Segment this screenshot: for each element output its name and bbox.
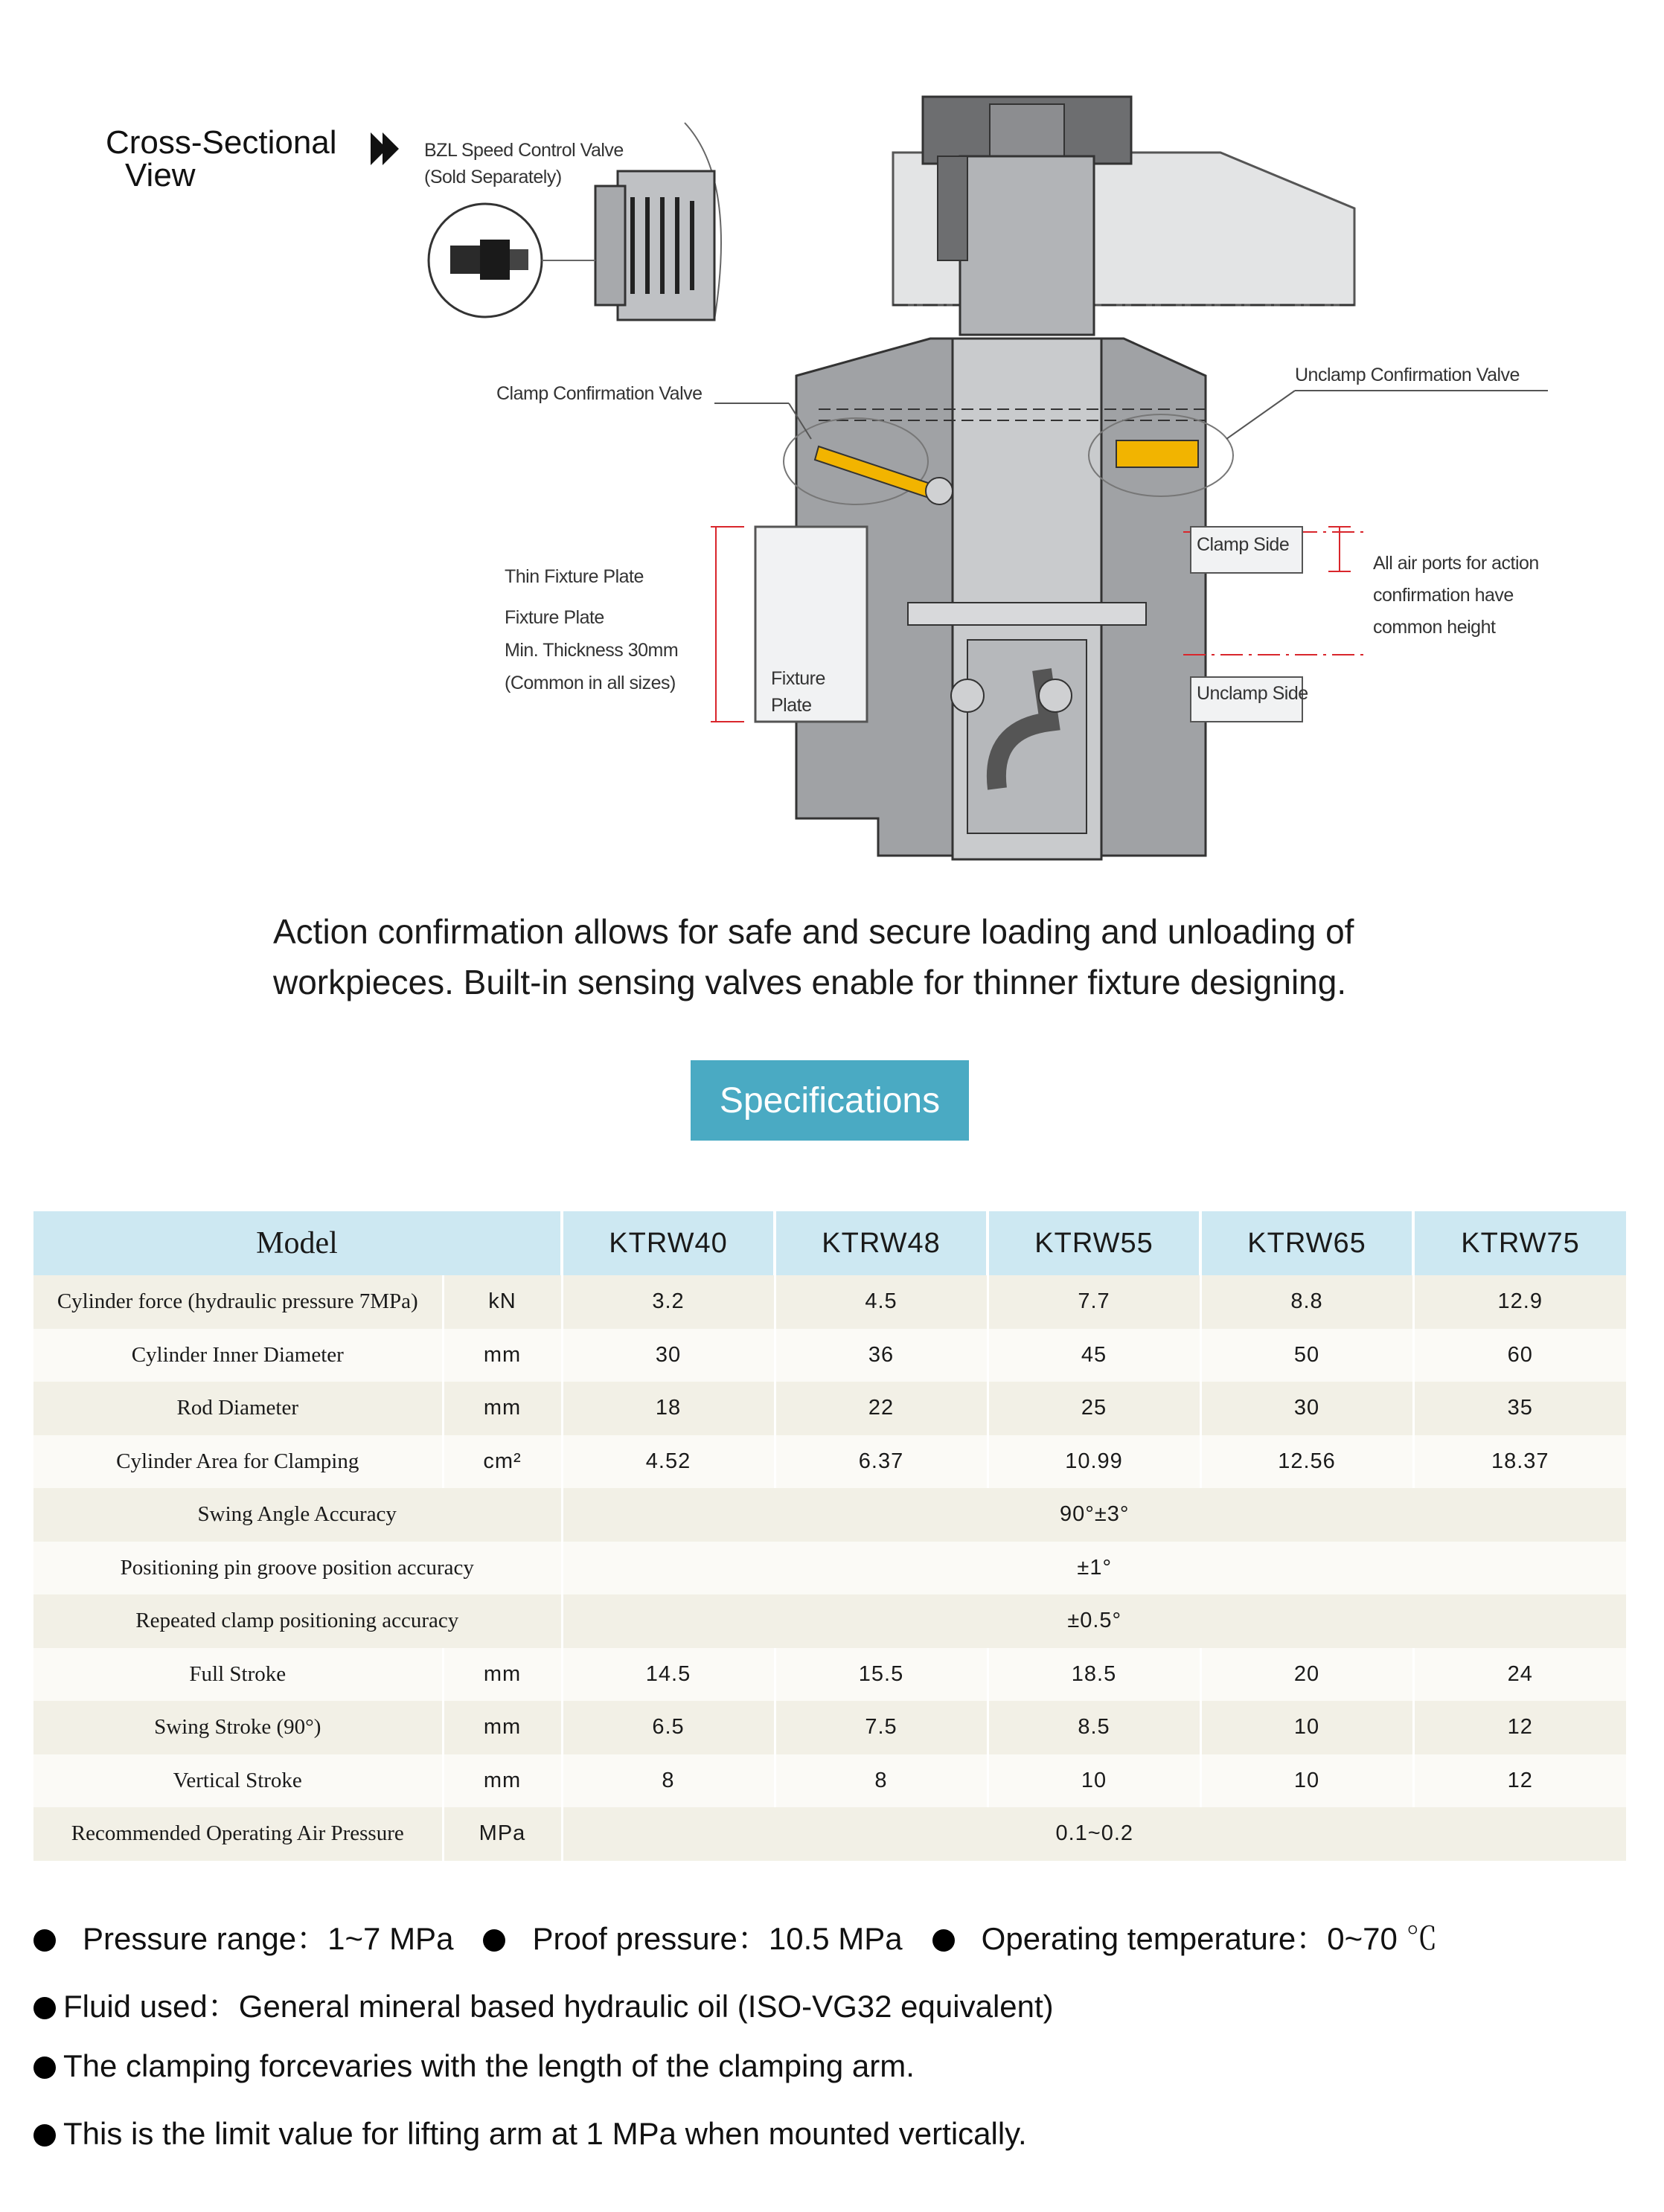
table-row (33, 1807, 1626, 1861)
common-sizes-label: (Common in all sizes) (505, 673, 676, 693)
row-param: Cylinder force (hydraulic pressure 7MPa) (33, 1275, 443, 1329)
intro-line-2: workpieces. Built-in sensing valves enable for thinner fixture designing. (273, 963, 1347, 1001)
row-param: Cylinder Area for Clamping (33, 1435, 443, 1489)
cross-section-title-line1: Cross-Sectional (106, 124, 337, 161)
table-row (33, 1594, 1626, 1648)
row-value: 10 (1200, 1754, 1413, 1808)
pressure-range-note: Pressure range：1~7 MPa (83, 1921, 454, 1956)
clamping-force-note: The clamping forcevaries with the length of the clamping arm. (63, 2048, 915, 2083)
ports-label-line1: All air ports for action (1373, 553, 1539, 574)
row-value: 6.5 (562, 1701, 775, 1754)
row-param: Swing Stroke (90°) (33, 1701, 443, 1754)
row-value: 15.5 (775, 1648, 988, 1702)
bzl-label-line2: (Sold Separately) (424, 167, 562, 187)
unclamp-confirmation-label: Unclamp Confirmation Valve (1295, 365, 1520, 385)
row-value: 14.5 (562, 1648, 775, 1702)
row-param: Positioning pin groove position accuracy (33, 1542, 562, 1595)
operating-temp-note: Operating temperature：0~70 ℃ (981, 1921, 1438, 1956)
row-value: 8.5 (988, 1701, 1200, 1754)
notes-line-4 (33, 2116, 1027, 2152)
cross-section-title-line2: View (125, 157, 196, 193)
fixture-plate-label: Fixture Plate (505, 607, 604, 628)
table-row (33, 1754, 1626, 1808)
row-merged-value: ±0.5° (562, 1594, 1626, 1648)
limit-value-note: This is the limit value for lifting arm at 1 MPa when mounted vertically. (63, 2116, 1027, 2151)
bullet-icon (932, 1929, 955, 1952)
row-value: 18 (562, 1382, 775, 1435)
table-row (33, 1275, 1626, 1329)
row-value: 4.52 (562, 1435, 775, 1489)
row-unit: cm² (443, 1435, 562, 1489)
row-param: Recommended Operating Air Pressure (33, 1807, 443, 1861)
proof-pressure-note: Proof pressure：10.5 MPa (532, 1921, 903, 1956)
row-value: 45 (988, 1329, 1200, 1382)
row-value: 12 (1413, 1701, 1626, 1754)
row-value: 22 (775, 1382, 988, 1435)
row-value: 12.9 (1413, 1275, 1626, 1329)
row-unit: mm (443, 1754, 562, 1808)
arrow-right-icon (371, 132, 399, 165)
fixture-plate-inner-line1: Fixture (771, 668, 825, 689)
clamp-confirmation-label: Clamp Confirmation Valve (496, 383, 703, 404)
row-value: 30 (1200, 1382, 1413, 1435)
row-param: Rod Diameter (33, 1382, 443, 1435)
header-model-1: KTRW48 (775, 1211, 988, 1275)
cross-section-diagram (0, 0, 1664, 878)
header-model-4: KTRW75 (1413, 1211, 1626, 1275)
ports-label-line3: common height (1373, 617, 1496, 638)
row-value: 10.99 (988, 1435, 1200, 1489)
row-value: 30 (562, 1329, 775, 1382)
row-unit: mm (443, 1382, 562, 1435)
table-header-row (33, 1211, 1626, 1275)
row-merged-value: ±1° (562, 1542, 1626, 1595)
row-value: 10 (1200, 1701, 1413, 1754)
table-row (33, 1542, 1626, 1595)
ports-label-line2: confirmation have (1373, 585, 1514, 606)
row-value: 7.5 (775, 1701, 988, 1754)
notes-line-2 (33, 1982, 1054, 2027)
header-model: Model (33, 1211, 562, 1275)
header-model-3: KTRW65 (1200, 1211, 1413, 1275)
row-value: 60 (1413, 1329, 1626, 1382)
row-value: 8 (775, 1754, 988, 1808)
table-row (33, 1488, 1626, 1542)
specifications-button[interactable]: Specifications (691, 1060, 969, 1141)
row-value: 50 (1200, 1329, 1413, 1382)
row-value: 18.37 (1413, 1435, 1626, 1489)
row-value: 36 (775, 1329, 988, 1382)
bullet-icon (483, 1929, 505, 1952)
notes-line-1 (33, 1914, 1438, 1959)
table-row (33, 1435, 1626, 1489)
bullet-icon (33, 1997, 56, 2019)
spec-table (33, 1211, 1626, 1861)
row-merged-value: 90°±3° (562, 1488, 1626, 1542)
row-value: 25 (988, 1382, 1200, 1435)
row-value: 8 (562, 1754, 775, 1808)
table-row (33, 1701, 1626, 1754)
row-value: 12 (1413, 1754, 1626, 1808)
row-param: Repeated clamp positioning accuracy (33, 1594, 562, 1648)
bullet-icon (33, 2056, 56, 2079)
row-param: Full Stroke (33, 1648, 443, 1702)
row-value: 6.37 (775, 1435, 988, 1489)
table-row (33, 1329, 1626, 1382)
table-row (33, 1382, 1626, 1435)
row-unit: mm (443, 1648, 562, 1702)
clamp-side-label: Clamp Side (1197, 534, 1290, 555)
fixture-plate-inner-line2: Plate (771, 695, 812, 716)
row-value: 3.2 (562, 1275, 775, 1329)
header-model-2: KTRW55 (988, 1211, 1200, 1275)
row-value: 8.8 (1200, 1275, 1413, 1329)
intro-line-1: Action confirmation allows for safe and secure loading and unloading of (273, 912, 1354, 951)
row-unit: mm (443, 1329, 562, 1382)
bzl-label-line1: BZL Speed Control Valve (424, 140, 624, 161)
bullet-icon (33, 2124, 56, 2147)
row-unit: mm (443, 1701, 562, 1754)
row-value: 12.56 (1200, 1435, 1413, 1489)
unclamp-side-label: Unclamp Side (1197, 683, 1308, 704)
row-unit: MPa (443, 1807, 562, 1861)
notes-line-3 (33, 2048, 915, 2084)
row-value: 4.5 (775, 1275, 988, 1329)
row-value: 7.7 (988, 1275, 1200, 1329)
thin-fixture-label: Thin Fixture Plate (505, 566, 644, 587)
row-unit: kN (443, 1275, 562, 1329)
row-value: 35 (1413, 1382, 1626, 1435)
row-param: Swing Angle Accuracy (33, 1488, 562, 1542)
bullet-icon (33, 1929, 56, 1952)
row-merged-value: 0.1~0.2 (562, 1807, 1626, 1861)
row-value: 10 (988, 1754, 1200, 1808)
row-param: Cylinder Inner Diameter (33, 1329, 443, 1382)
row-value: 20 (1200, 1648, 1413, 1702)
table-row (33, 1648, 1626, 1702)
header-model-0: KTRW40 (562, 1211, 775, 1275)
row-param: Vertical Stroke (33, 1754, 443, 1808)
intro-paragraph (273, 906, 1501, 1007)
min-thickness-label: Min. Thickness 30mm (505, 640, 679, 661)
row-value: 24 (1413, 1648, 1626, 1702)
fluid-note: Fluid used：General mineral based hydraulic oil (ISO-VG32 equivalent) (63, 1989, 1054, 2024)
row-value: 18.5 (988, 1648, 1200, 1702)
